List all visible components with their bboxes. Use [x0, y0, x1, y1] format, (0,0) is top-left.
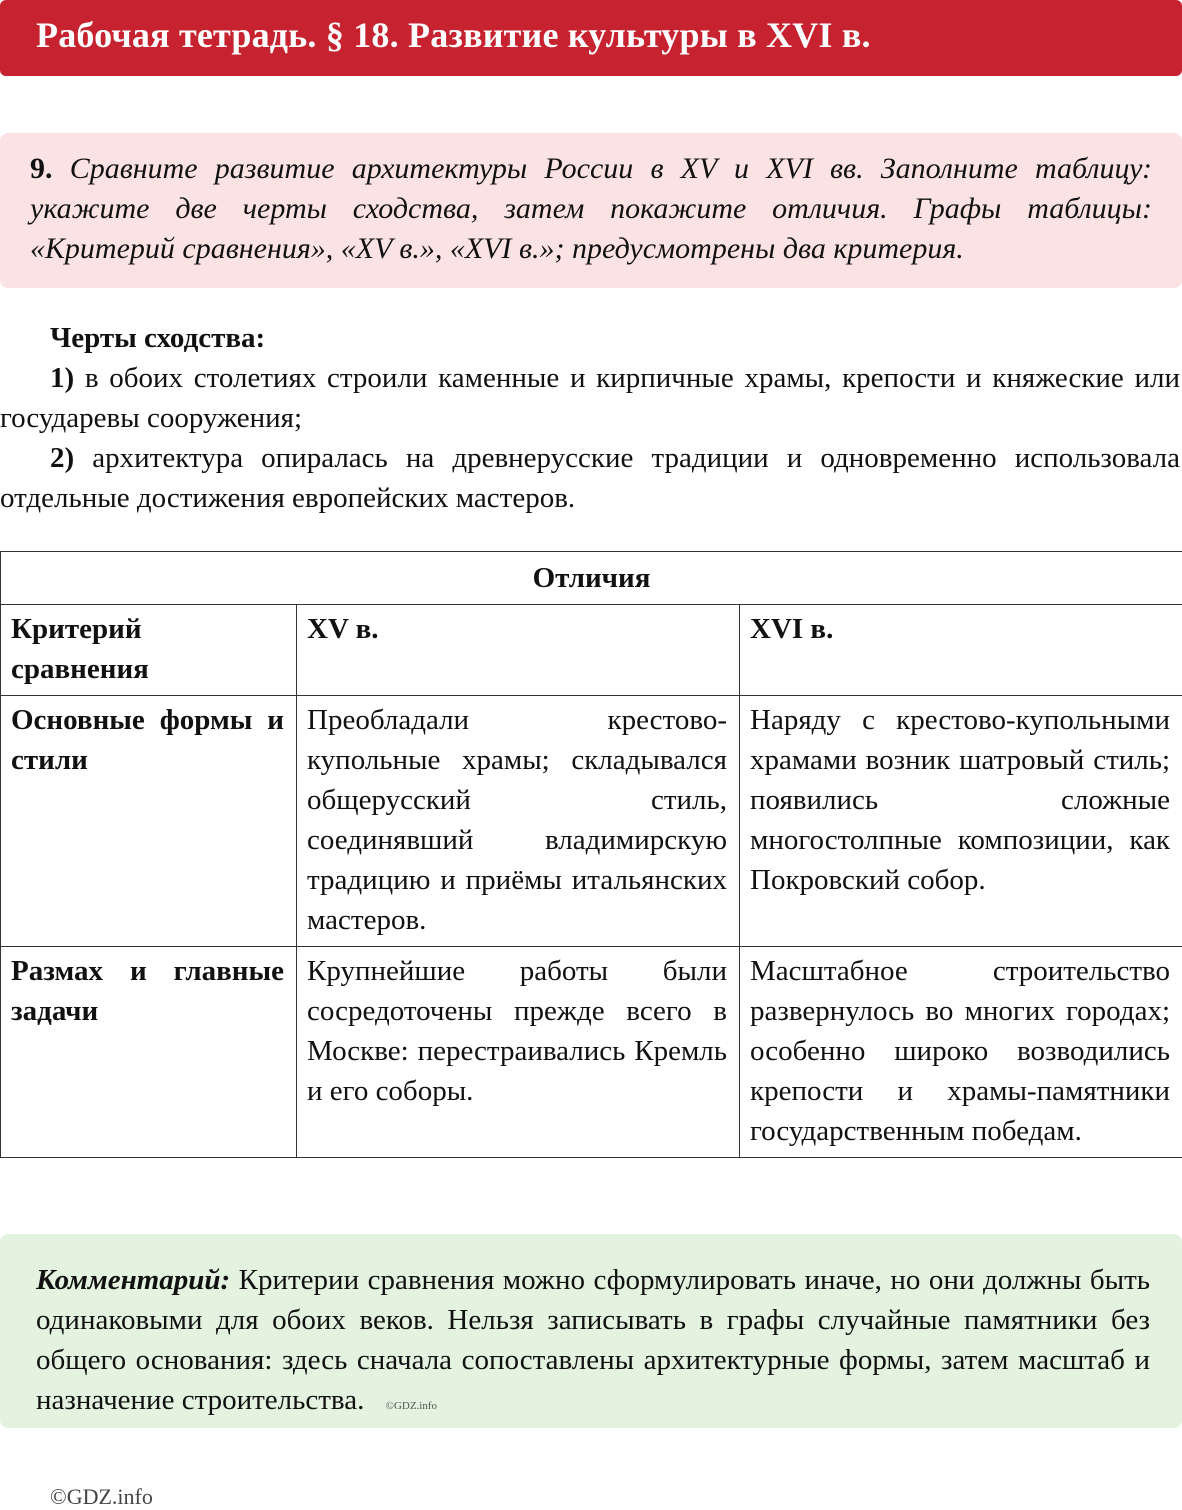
table-header-row [1, 605, 1182, 696]
comment-block [36, 1260, 1150, 1426]
footer-copyright: ©GDZ.info [50, 1484, 153, 1509]
xv-cell: Крупнейшие работы были сосредоточены прежде всего в Москве: перестраивались Кремль и его соборы. [297, 947, 740, 1158]
page-header [0, 0, 1182, 76]
column-header-xv: XV в. [297, 605, 740, 696]
xv-cell: Преобладали крестово-купольные храмы; складывался общерусский стиль, соединявший владимирскую традицию и приёмы итальянских мастеров. [297, 696, 740, 947]
criterion-cell: Основные формы и стили [1, 696, 297, 947]
comment-box [0, 1234, 1182, 1428]
criterion-cell: Размах и главные задачи [1, 947, 297, 1158]
comment-text: Критерии сравнения можно сформулировать иначе, но они должны быть одинаковыми для обоих веков. Нельзя записывать в графы случайные памятники без общего основания: здесь сначала сопоставлены архитектурные формы, затем масштаб и назначение строительства. [36, 1264, 1150, 1416]
similarity-item [0, 358, 1180, 438]
similarities-section [0, 318, 1180, 518]
similarity-text: архитектура опиралась на древнерусские традиции и одновременно использовала отдельные достижения европейских мастеров. [0, 442, 1181, 514]
similarity-text: в обоих столетиях строили каменные и кирпичные храмы, крепости и княжеские или государевы сооружения; [0, 362, 1180, 434]
comment-label: Комментарий: [36, 1264, 231, 1296]
task-text-block [30, 149, 1152, 269]
column-header-xvi: XVI в. [740, 605, 1182, 696]
xvi-cell: Наряду с крестово-купольными храмами возник шатровый стиль; появились сложные многостолпные композиции, как Покровский собор. [740, 696, 1182, 947]
column-header-criterion: Критерий сравнения [1, 605, 297, 696]
task-text: Сравните развитие архитектуры России в XV и XVI вв. Заполните таблицу: укажите две черты сходства, затем покажите отличия. Графы таблицы: «Критерий сравнения», «XV в.», «XVI в.»; предусмотрены два критерия. [30, 152, 1152, 265]
similarity-item [0, 438, 1180, 518]
similarity-number: 1) [50, 362, 75, 394]
similarity-number: 2) [50, 442, 75, 474]
comment-copyright: ©GDZ.info [385, 1400, 438, 1412]
task-box [0, 133, 1182, 288]
table-title-row [1, 552, 1182, 605]
differences-table [0, 551, 1182, 1158]
xvi-cell: Масштабное строительство развернулось во многих городах; особенно широко возводились крепости и храмы-памятники государственным победам. [740, 947, 1182, 1158]
task-number: 9. [30, 152, 53, 185]
similarities-heading: Черты сходства: [50, 322, 266, 354]
table-row [1, 696, 1182, 947]
page-title: Рабочая тетрадь. § 18. Развитие культуры в XVI в. [36, 15, 871, 55]
table-title: Отличия [1, 552, 1182, 605]
table-row [1, 947, 1182, 1158]
